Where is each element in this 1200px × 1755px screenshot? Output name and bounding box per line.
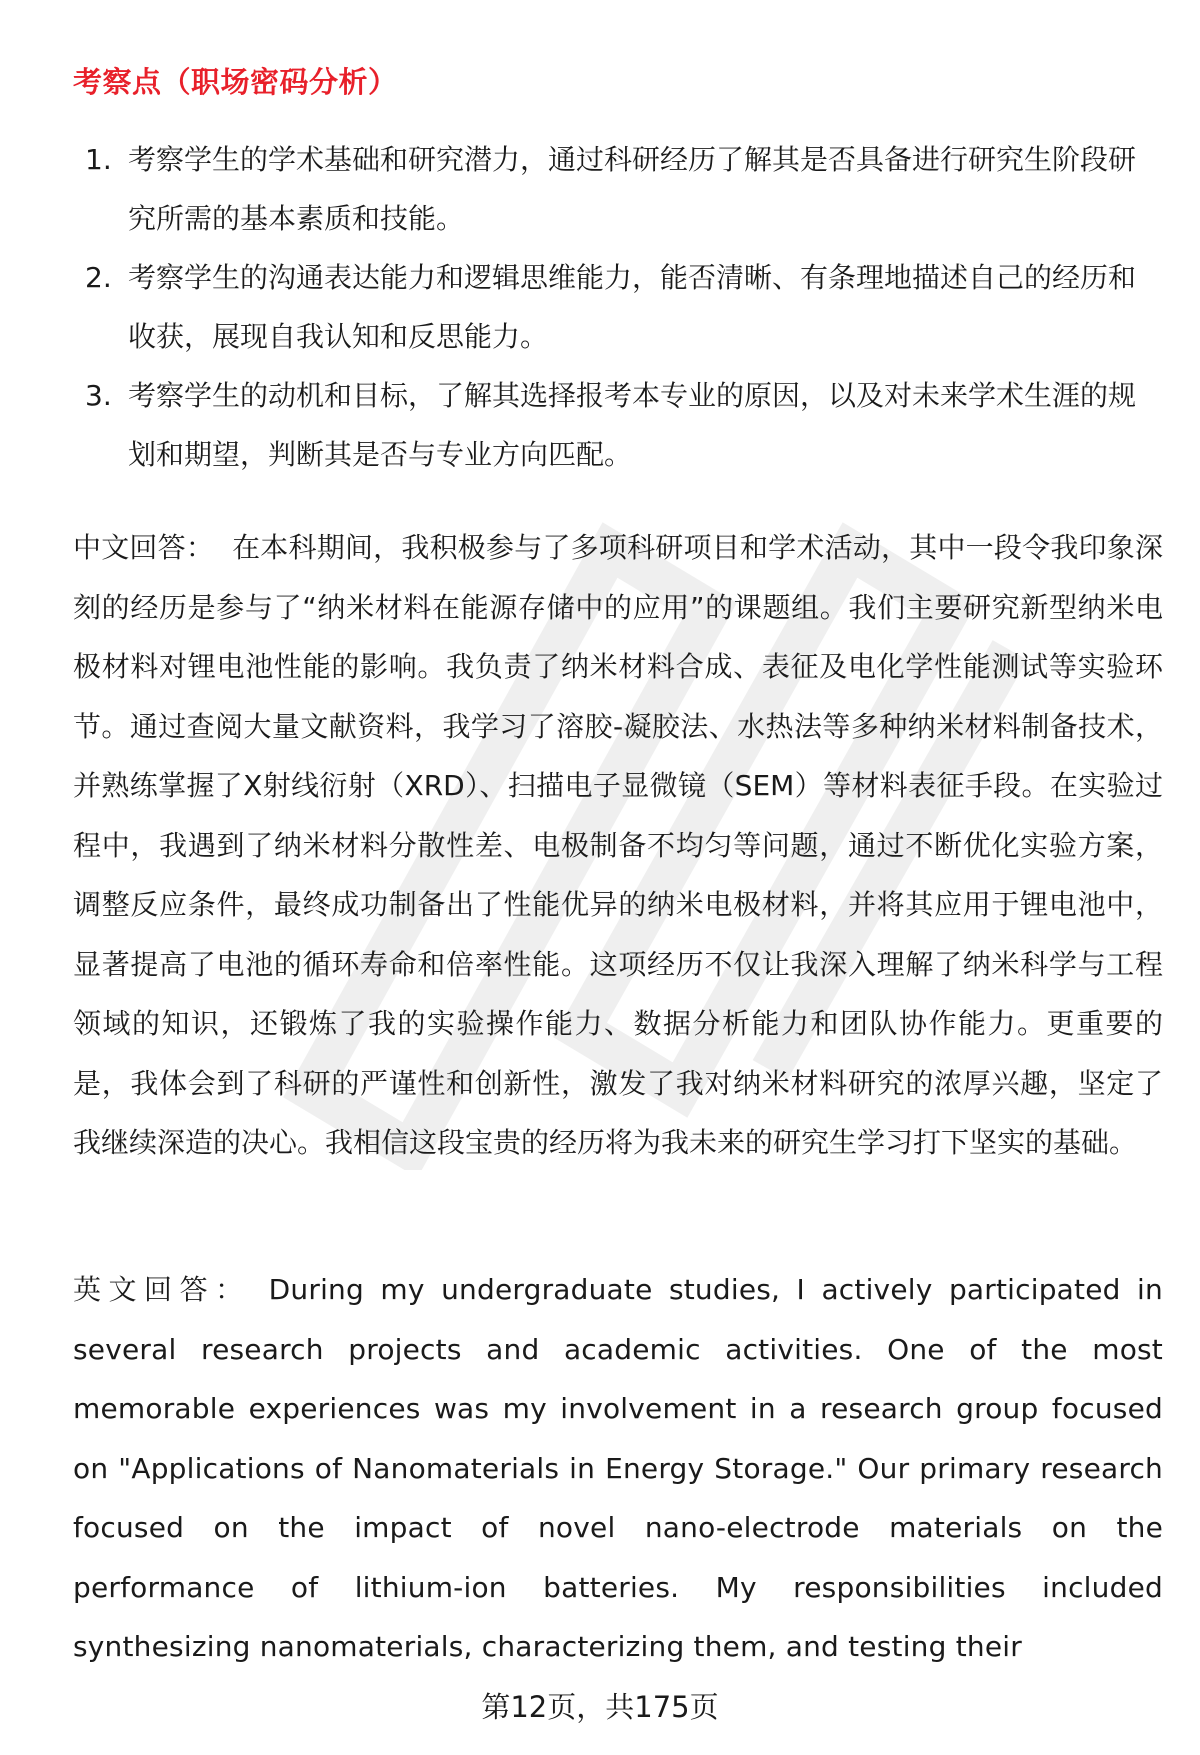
list-item-text: 考察学生的沟通表达能力和逻辑思维能力，能否清晰、有条理地描述自己的经历和收获，展现自我认知和反思能力。: [128, 261, 1137, 353]
list-number: 3.: [85, 379, 112, 412]
page-number: 第12页，共175页: [481, 1690, 719, 1724]
chinese-answer-label: 中文回答：: [73, 531, 215, 564]
english-answer-label: 英文回答：: [73, 1273, 251, 1306]
list-item-text: 考察学生的学术基础和研究潜力，通过科研经历了解其是否具备进行研究生阶段研究所需的基本素质和技能。: [128, 143, 1137, 235]
list-item: [73, 248, 1153, 366]
chinese-answer-text: 在本科期间，我积极参与了多项科研项目和学术活动，其中一段令我印象深刻的经历是参与了“纳米材料在能源存储中的应用”的课题组。我们主要研究新型纳米电极材料对锂电池性能的影响。我负责了纳米材料合成、表征及电化学性能测试等实验环节。通过查阅大量文献资料，我学习了溶胶-凝胶法、水热法等多种纳米材料制备技术，并熟练掌握了X射线衍射（XRD）、扫描电子显微镜（SEM）等材料表征手段。在实验过程中，我遇到了纳米材料分散性差、电极制备不均匀等问题，通过不断优化实验方案，调整反应条件，最终成功制备出了性能优异的纳米电极材料，并将其应用于锂电池中，显著提高了电池的循环寿命和倍率性能。这项经历不仅让我深入理解了纳米科学与工程领域的知识，还锻炼了我的实验操作能力、数据分析能力和团队协作能力。更重要的是，我体会到了科研的严谨性和创新性，激发了我对纳米材料研究的浓厚兴趣，坚定了我继续深造的决心。我相信这段宝贵的经历将为我未来的研究生学习打下坚实的基础。: [73, 531, 1163, 1159]
section-title: 考察点（职场密码分析）: [73, 65, 398, 99]
list-item: [73, 130, 1153, 248]
english-answer-text: During my undergraduate studies, I actively participated in several research projects and academic activities. One of the most memorable experiences was my involvement in a research group focused on "Applications of Nanomaterials in Energy Storage." Our primary research focused on the impact of novel nano-electrode materials on the performance of lithium-ion batteries. My responsibilities included synthesizing nanomaterials, characterizing them, and testing their: [73, 1273, 1163, 1663]
chinese-answer: [73, 518, 1163, 1173]
list-item-text: 考察学生的动机和目标，了解其选择报考本专业的原因，以及对未来学术生涯的规划和期望，判断其是否与专业方向匹配。: [128, 379, 1137, 471]
list-number: 1.: [85, 143, 112, 176]
list-item: [73, 366, 1153, 484]
points-list: [73, 130, 1153, 484]
list-number: 2.: [85, 261, 112, 294]
english-answer: [73, 1260, 1163, 1677]
